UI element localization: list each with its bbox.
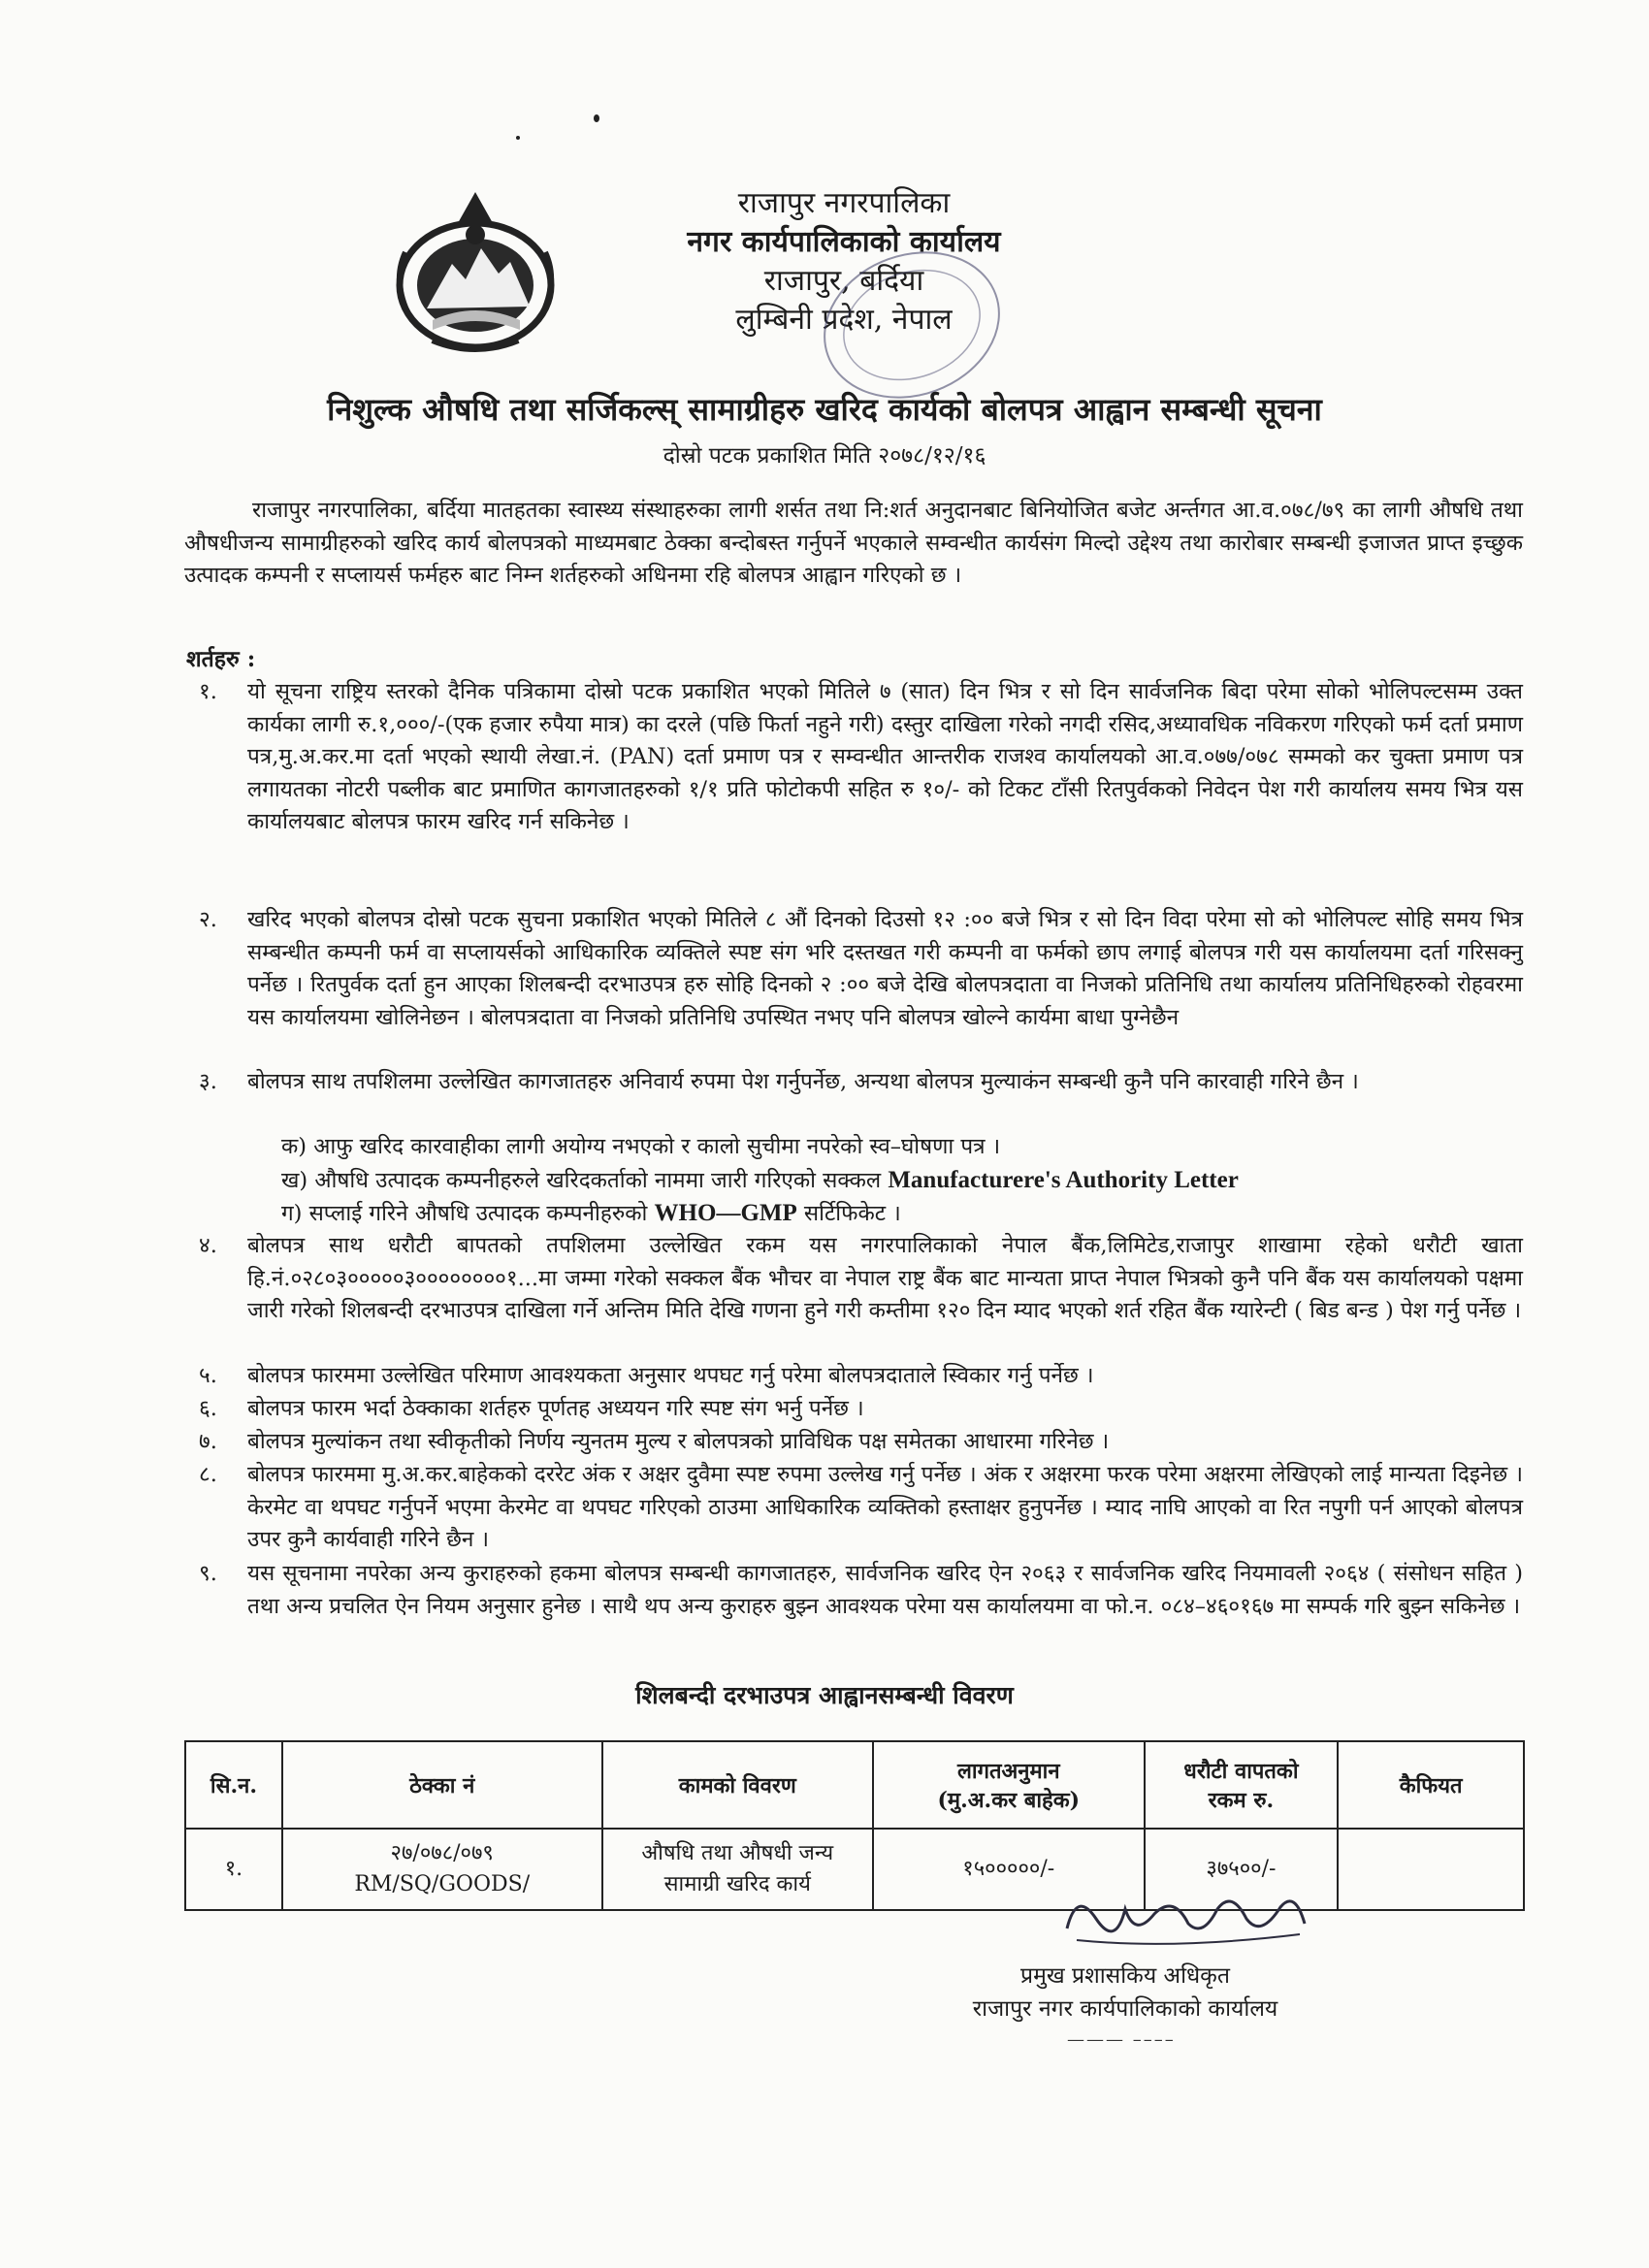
condition-number: ३. (199, 1069, 217, 1094)
condition-text: बोलपत्र साथ तपशिलमा उल्लेखित कागजातहरु अनिवार्य रुपमा पेश गर्नुपर्नेछ, अन्यथा बोलपत्र मुल्याकंन सम्बन्धी कुनै पनि कारवाही गरिने छैन । (247, 1069, 1359, 1094)
subitem-text: ख) औषधि उत्पादक कम्पनीहरुले खरिदकर्ताको नाममा जारी गरिएको सक्कल (281, 1168, 889, 1193)
condition-number: ८. (199, 1462, 217, 1487)
column-header: सि.न. (185, 1741, 282, 1829)
nepal-emblem-icon (376, 184, 575, 359)
municipality-name: राजापुर नगरपालिका (737, 186, 951, 220)
condition-text: बोलपत्र मुल्यांकन तथा स्वीकृतीको निर्णय न्युनतम मुल्य र बोलपत्रको प्राविधिक पक्ष समेतका आधारमा गरिनेछ । (247, 1429, 1110, 1454)
condition-item (199, 1558, 1523, 1623)
condition-number: ७. (199, 1429, 217, 1454)
condition-number: ५. (199, 1363, 217, 1388)
table-cell (1338, 1829, 1524, 1910)
table-cell: २७/०७८/०७९ RM/SQ/GOODS/ (282, 1829, 602, 1910)
office-name: नगर कार्यपालिकाको कार्यालय (687, 225, 1001, 259)
condition-number: १. (199, 679, 217, 704)
publication-date: दोस्रो पटक प्रकाशित मिति २०७८/१२/१६ (663, 443, 986, 469)
bid-table (184, 1740, 1525, 1911)
table-row (185, 1829, 1524, 1910)
document-subitem (281, 1164, 1239, 1198)
scan-speck (516, 136, 520, 140)
condition-item (199, 1426, 1523, 1459)
condition-text: बोलपत्र फारममा मु.अ.कर.बाहेकको दररेट अंक र अक्षर दुवैमा स्पष्ट रुपमा उल्लेख गर्नु पर्नेछ । अंक र अक्षरमा फरक परेमा अक्षरमा लेखिएको लाई मान्यता दिइनेछ । केरमेट वा थपघट गर्नुपर्ने भएमा केरमेट वा थपघट गरिएको ठाउमा आधिकारिक व्यक्तिको हस्ताक्षर हुनुपर्नेछ । म्याद नाघि आएको वा रित नपुगी पर्न आएको बोलपत्र उपर कुनै कार्यवाही गरिने छैन । (247, 1462, 1523, 1552)
scan-speck (594, 114, 599, 122)
column-header: धरौटी वापतको रकम रु. (1145, 1741, 1339, 1829)
column-header: कामको विवरण (602, 1741, 873, 1829)
condition-item (199, 1066, 1523, 1099)
condition-item (199, 1459, 1523, 1557)
table-cell: १. (185, 1829, 282, 1910)
subitem-text: ग) सप्लाई गरिने औषधि उत्पादक कम्पनीहरुको (281, 1201, 655, 1226)
signatory-title: प्रमुख प्रशासकिय अधिकृत (1020, 1963, 1230, 1989)
office-province: लुम्बिनी प्रदेश, नेपाल (735, 303, 953, 337)
signature-stamp (1203, 1969, 1484, 2086)
document-subitem (281, 1197, 901, 1231)
condition-number: ४. (199, 1233, 217, 1258)
condition-text: यस सूचनामा नपरेका अन्य कुराहरुको हकमा बोलपत्र सम्बन्धी कागजातहरु, सार्वजनिक खरिद ऐन २०६३ र सार्वजनिक खरिद नियमावली २०६४ ( संसोधन सहित ) तथा अन्य प्रचलित ऐन नियम अनुसार हुनेछ । साथै थप अन्य कुराहरु बुझ्न आवश्यक परेमा यस कार्यालयमा वा फो.न. ०८४–४६०१६७ मा सम्पर्क गरि बुझ्न सकिनेछ । (247, 1561, 1523, 1619)
condition-number: ६. (199, 1396, 217, 1421)
condition-text: खरिद भएको बोलपत्र दोस्रो पटक सुचना प्रकाशित भएको मितिले ८ औं दिनको दिउसो १२ :०० बजे भित्र र सो दिन विदा परेमा सो को भोलिपल्ट सोहि समय भित्र सम्बन्धीत कम्पनी फर्म वा सप्लायर्सको आधिकारिक व्यक्तिले स्पष्ट संग भरि दस्तखत गरी कम्पनी वा फर्मको छाप लगाई बोलपत्र गरी यस कार्यालयमा दर्ता गरिसक्नु पर्नेछ । रितपुर्वक दर्ता हुन आएका शिलबन्दी दरभाउपत्र हरु सोहि दिनको २ :०० बजे देखि बोलपत्रदाता वा निजको प्रतिनिधि तथा कार्यालय प्रतिनिधिहरुको रोहवरमा यस कार्यालयमा खोलिनेछन । बोलपत्रदाता वा निजको प्रतिनिधि उपस्थित नभए पनि बोलपत्र खोल्ने कार्यमा बाधा पुग्नेछैन (247, 907, 1523, 1030)
condition-item (199, 1393, 1523, 1426)
handwritten-signature (1057, 1870, 1319, 1958)
subitem-text: क) आफु खरिद कारवाहीका लागी अयोग्य नभएको र कालो सुचीमा नपरेको स्व–घोषणा पत्र । (281, 1134, 1001, 1159)
office-location: राजापुर, बर्दिया (763, 264, 924, 298)
document-subitem (281, 1131, 1000, 1164)
conditions-heading: शर्तहरु : (186, 646, 256, 672)
condition-text: बोलपत्र फारम भर्दा ठेक्काका शर्तहरु पूर्णतह अध्ययन गरि स्पष्ट संग भर्नु पर्नेछ । (247, 1396, 864, 1421)
table-title: शिलबन्दी दरभाउपत्र आह्वानसम्बन्धी विवरण (635, 1681, 1014, 1709)
column-header: ठेक्का नं (282, 1741, 602, 1829)
condition-item (199, 676, 1523, 839)
condition-text: यो सूचना राष्ट्रिय स्तरको दैनिक पत्रिकामा दोस्रो पटक प्रकाशित भएको मितिले ७ (सात) दिन भित्र र सो दिन सार्वजनिक बिदा परेमा सोको भोलिपल्टसम्म उक्त कार्यका लागी रु.१,०००/-(एक हजार रुपैया मात्र) का दरले (पछि फिर्ता नहुने गरी) दस्तुर दाखिला गरेको नगदी रसिद,अध्यावधिक नविकरण गरिएको फर्म दर्ता प्रमाण पत्र,मु.अ.कर.मा दर्ता भएको स्थायी लेखा.नं. (PAN) दर्ता प्रमाण पत्र र सम्वन्धीत आन्तरीक राजश्व कार्यालयको आ.व.०७७/०७८ सम्मको कर चुक्ता प्रमाण पत्र लगायतका नोटरी पब्लीक बाट प्रमाणित कागजातहरुको १/१ प्रति फोटोकपी सहित रु १०/- को टिकट टाँसी रितपुर्वकको निवेदन पेश गरी कार्यालय समय भित्र यस कार्यालयबाट बोलपत्र फारम खरिद गर्न सकिनेछ । (247, 679, 1523, 834)
condition-item (199, 904, 1523, 1034)
table-cell: औषधि तथा औषधी जन्य सामाग्री खरिद कार्य (602, 1829, 873, 1910)
condition-text: बोलपत्र फारममा उल्लेखित परिमाण आवश्यकता अनुसार थपघट गर्नु परेमा बोलपत्रदाताले स्विकार गर्नु पर्नेछ । (247, 1363, 1094, 1388)
condition-text: बोलपत्र साथ धरौटी बापतको तपशिलमा उल्लेखित रकम यस नगरपालिकाको नेपाल बैंक,लिमिटेड,राजापुर शाखामा रहेको धरौटी खाता हि.नं.०२८०३०००००३००००००००१...मा जम्मा गरेको सक्कल बैंक भौचर वा नेपाल राष्ट्र बैंक बाट मान्यता प्राप्त नेपाल भित्रको कुनै पनि बैंक यस कार्यालयको पक्षमा जारी गरेको शिलबन्दी दरभाउपत्र दाखिला गर्ने अन्तिम मिति देखि गणना हुने गरी कम्तीमा १२० दिन म्याद भएको शर्त रहित बैंक ग्यारेन्टी ( बिड बन्ड ) पेश गर्नु पर्नेछ । (247, 1233, 1523, 1323)
condition-number: ९. (199, 1561, 217, 1586)
table-header-row (185, 1741, 1524, 1829)
office-stamp (815, 243, 1009, 407)
notice-title: निशुल्क औषधि तथा सर्जिकल्स् सामाग्रीहरु खरिद कार्यको बोलपत्र आह्वान सम्बन्धी सूचना (327, 391, 1322, 428)
condition-item (199, 1230, 1523, 1328)
condition-number: २. (199, 907, 217, 932)
signatory-office: राजापुर नगर कार्यपालिकाको कार्यालय (972, 1996, 1278, 2022)
table-cell: ३७५००/- (1145, 1829, 1339, 1910)
column-header: कैफियत (1338, 1741, 1524, 1829)
signature-line: ——— –––– (1067, 2029, 1176, 2050)
condition-item (199, 1360, 1523, 1393)
intro-paragraph: राजापुर नगरपालिका, बर्दिया मातहतका स्वास्थ्य संस्थाहरुका लागी शर्सत तथा नि:शर्त अनुदानबाट बिनियोजित बजेट अर्न्तगत आ.व.०७८/७९ का लागी औषधि तथा औषधीजन्य सामाग्रीहरुको खरिद कार्य बोलपत्रको माध्यमबाट ठेक्का बन्दोबस्त गर्नुपर्ने भएकाले सम्वन्धीत कार्यसंग मिल्दो उद्देश्य तथा कारोबार सम्बन्धी इजाजत प्राप्त इच्छुक उत्पादक कम्पनी र सप्लायर्स फर्महरु बाट निम्न शर्तहरुको अधिनमा रहि बोलपत्र आह्वान गरिएको छ । (184, 498, 1523, 588)
column-header: लागतअनुमान (मु.अ.कर बाहेक) (873, 1741, 1145, 1829)
table-cell: १५०००००/- (873, 1829, 1145, 1910)
subitem-latin-text: Manufacturere's Authority Letter (888, 1167, 1239, 1193)
subitem-latin-text: WHO—GMP (654, 1200, 797, 1226)
subitem-suffix: सर्टिफिकेट । (796, 1201, 901, 1226)
